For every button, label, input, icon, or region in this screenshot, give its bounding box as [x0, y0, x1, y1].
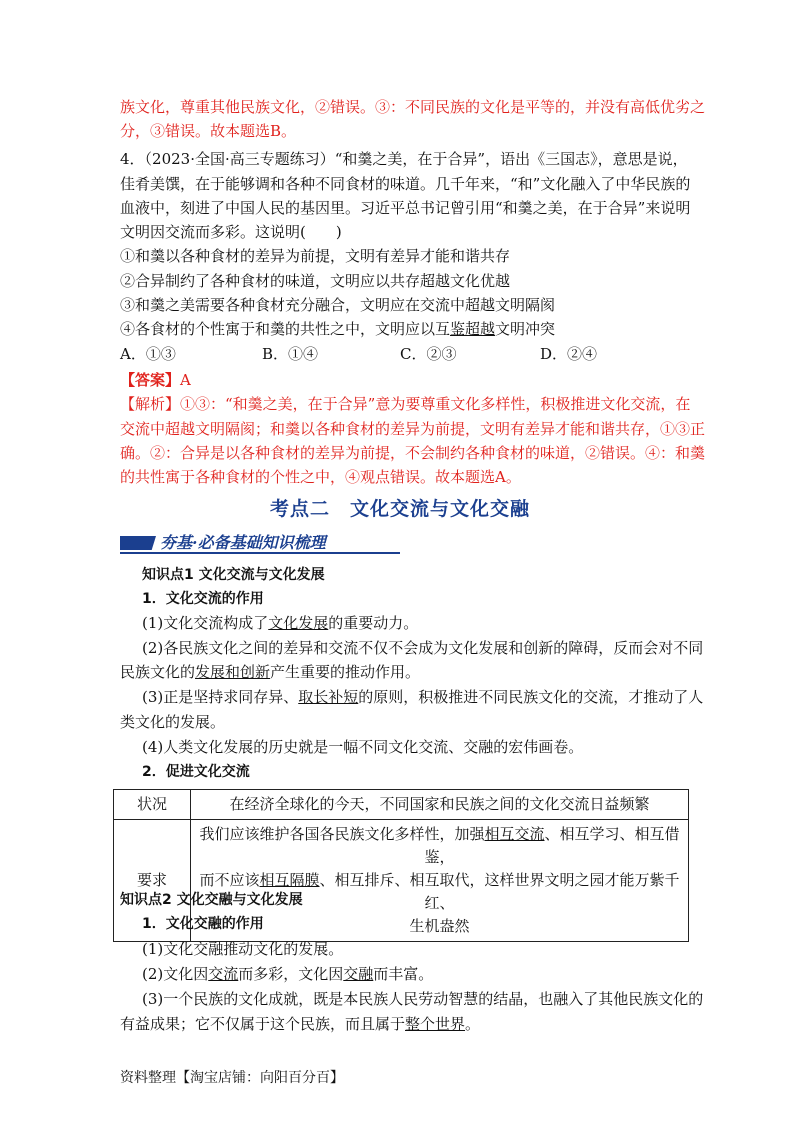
require-line-2: 而不应该相互隔膜、相互排斥、相互取代，这样世界文明之园才能万紫千红、 [199, 871, 680, 912]
statement-3: ③和羹之美需要各种食材充分融合，文明应在交流中超越文明隔阂 [120, 296, 556, 314]
section-banner [120, 528, 400, 554]
question4-stem-line-2: 佳肴美馔，在于能够调和各种不同食材的味道。几千年来，“和”文化融入了中华民族的 [120, 175, 691, 193]
prev-analysis-line-2: 分，③错误。故本题选B。 [120, 122, 297, 140]
kp1-p2-line-2: 民族文化的发展和创新产生重要的推动作用。 [120, 663, 421, 681]
kp1-title: 知识点1 文化交流与文化发展 [142, 567, 325, 583]
kp2-sub1: 1．文化交融的作用 [142, 916, 264, 932]
option-d: D．②④ [540, 345, 598, 363]
question4-stem-line-3: 血液中，刻进了中国人民的基因里。习近平总书记曾引用“和羹之美，在于合异”来说明 [120, 199, 691, 217]
analysis-line-2: 交流中超越文明隔阂；和羹以各种食材的差异为前提，文明有差异才能和谐共存，①③正 [120, 420, 706, 438]
prev-analysis-line-1: 族文化，尊重其他民族文化，②错误。③：不同民族的文化是平等的，并没有高低优劣之 [120, 98, 706, 116]
kp1-p1: (1)文化交流构成了文化发展的重要动力。 [142, 614, 419, 632]
kp2-p3-line-2: 有益成果；它不仅属于这个民族，而且属于整个世界。 [120, 1015, 481, 1033]
kp1-p4: (4)人类文化发展的历史就是一幅不同文化交流、交融的宏伟画卷。 [142, 738, 584, 756]
statement-4: ④各食材的个性寓于和羹的共性之中，文明应以互鉴超越文明冲突 [120, 320, 556, 338]
kp2-p1: (1)文化交融推动文化的发展。 [142, 940, 344, 958]
analysis-line-4: 的共性寓于各种食材的个性之中，④观点错误。故本题选A。 [120, 468, 521, 486]
kp2-title: 知识点2 文化交融与文化发展 [120, 892, 303, 908]
statement-1: ①和羹以各种食材的差异为前提，文明有差异才能和谐共存 [120, 247, 511, 265]
banner-label: 夯基·必备基础知识梳理 [160, 533, 326, 552]
statement-2: ②合异制约了各种食材的味道，文明应以共存超越文化优越 [120, 272, 511, 290]
kp1-p2-line-1: (2)各民族文化之间的差异和交流不仅不会成为文化发展和创新的障碍，反而会对不同 [142, 639, 704, 657]
question4-stem-line-4: 文明因交流而多彩。这说明( ) [120, 223, 342, 241]
kp1-sub1: 1．文化交流的作用 [142, 591, 264, 607]
require-line-3: 生机盎然 [409, 917, 470, 935]
table-cell-status-head: 状况 [114, 790, 191, 820]
question4-stem-line-1: 4．（2023·全国·高三专题练习）“和羹之美，在于合异”，语出《三国志》，意思是说， [120, 150, 688, 168]
table-cell-status-body: 在经济全球化的今天，不同国家和民族之间的文化交流日益频繁 [191, 790, 689, 820]
table-cell-require-body [191, 820, 689, 942]
option-b: B．①④ [262, 345, 319, 363]
banner-rule [120, 552, 400, 554]
table-cell-require-head: 要求 [114, 820, 191, 942]
banner-bar-decoration [120, 536, 156, 550]
page-footer: 资料整理【淘宝店铺：向阳百分百】 [120, 1070, 344, 1086]
kp1-p3-line-2: 类文化的发展。 [120, 713, 226, 731]
table-row [114, 790, 689, 820]
kp2-p2: (2)文化因交流而多彩，文化因交融而丰富。 [142, 965, 434, 983]
analysis-line-3: 确。②：合异是以各种食材的差异为前提，不会制约各种食材的味道，②错误。④：和羹 [120, 444, 706, 462]
option-a: A．①③ [120, 345, 176, 363]
kp1-sub2: 2．促进文化交流 [142, 764, 250, 780]
kp1-p3-line-1: (3)正是坚持求同存异、取长补短的原则，积极推进不同民族文化的交流，才推动了人 [142, 688, 704, 706]
analysis-line-1: 【解析】①③：“和羹之美，在于合异”意为要尊重文化多样性，积极推进文化交流，在 [120, 395, 691, 413]
option-c: C．②③ [400, 345, 457, 363]
require-line-1: 我们应该维护各国各民族文化多样性，加强相互交流、相互学习、相互借鉴， [199, 825, 680, 866]
kp2-p3-line-1: (3)一个民族的文化成就，既是本民族人民劳动智慧的结晶，也融入了其他民族文化的 [142, 990, 704, 1008]
section-title: 考点二 文化交流与文化交融 [269, 498, 530, 520]
answer-line: 【答案】A [120, 371, 191, 389]
